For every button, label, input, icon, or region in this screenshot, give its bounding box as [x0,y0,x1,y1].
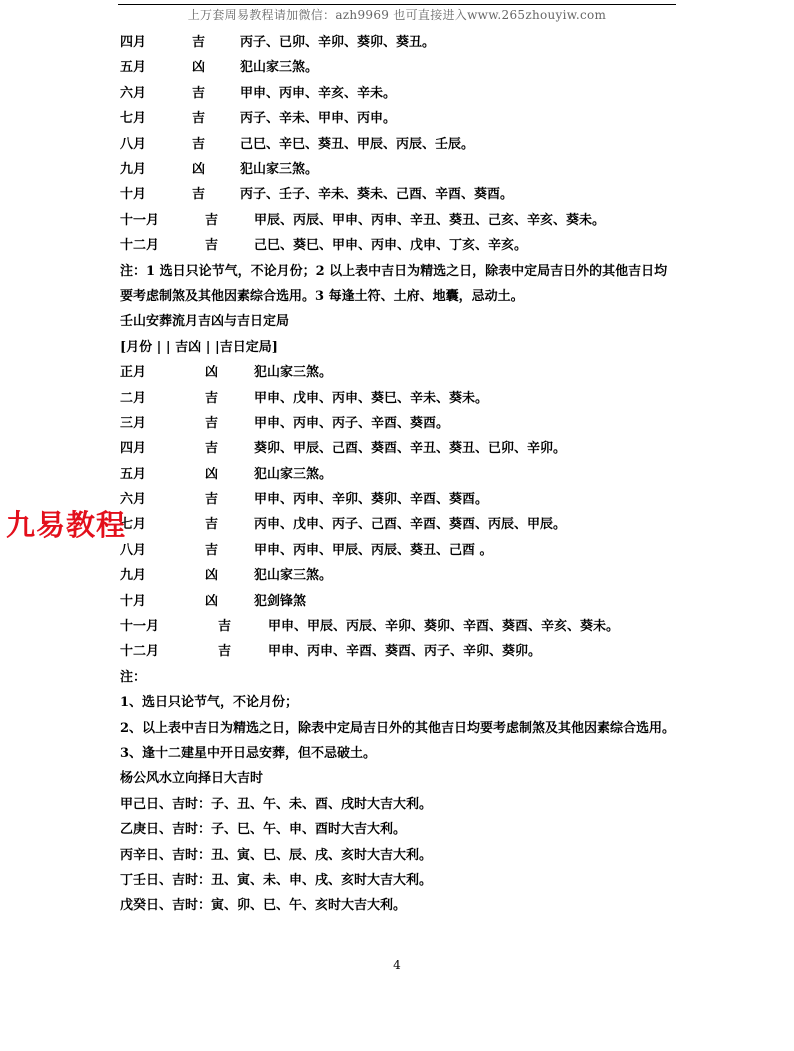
month-cell: 十一月 [120,212,160,228]
page-number: 4 [393,958,401,972]
days-cell: 犯山家三煞。 [240,161,319,177]
verdict-cell: 凶 [192,161,206,177]
document-body [120,30,680,919]
table-row [120,157,680,182]
verdict-cell: 凶 [205,593,219,609]
verdict-cell: 凶 [205,568,219,584]
month-cell: 十月 [120,187,147,203]
table-row [120,30,680,55]
verdict-cell: 吉 [205,542,219,558]
table-row [120,386,680,411]
table-row [120,512,680,537]
table-row [120,233,680,258]
verdict-cell: 吉 [205,238,219,254]
table-row [120,411,680,436]
table-2 [120,360,680,665]
days-cell: 葵卯、甲辰、己酉、葵酉、辛丑、葵丑、已卯、辛卯。 [254,441,567,457]
month-cell: 七月 [120,517,147,533]
table-row [120,639,680,664]
days-cell: 己巳、辛巳、葵丑、甲辰、丙辰、壬辰。 [240,136,475,152]
table-row [120,208,680,233]
month-cell: 六月 [120,85,147,101]
month-cell: 十二月 [120,644,160,660]
days-cell: 丙子、壬子、辛未、葵未、己酉、辛酉、葵酉。 [240,187,514,203]
table-2-header: [月份 | | 吉凶 | |吉日定局] [120,339,278,355]
days-cell: 甲申、戊申、丙申、葵巳、辛未、葵未。 [254,390,489,406]
auspicious-hours-line: 甲己日、吉时：子、丑、午、未、酉、戌时大吉大利。 [120,796,433,812]
verdict-cell: 吉 [218,644,232,660]
verdict-cell: 吉 [192,35,206,50]
month-cell: 三月 [120,415,147,431]
verdict-cell: 凶 [192,60,206,76]
verdict-cell: 吉 [205,517,219,533]
month-cell: 七月 [120,111,147,127]
verdict-cell: 吉 [218,619,232,635]
page-header: 上万套周易教程请加微信：azh9969 也可直接进入www.265zhouyiw.com [187,8,607,22]
days-cell: 甲申、甲辰、丙辰、辛卯、葵卯、辛酉、葵酉、辛亥、葵未。 [268,619,620,635]
month-cell: 正月 [120,365,147,381]
days-cell: 犯山家三煞。 [240,60,319,76]
table-row [120,81,680,106]
table-row [120,55,680,80]
table-row [120,182,680,207]
days-cell: 甲申、丙申、辛卯、葵卯、辛酉、葵酉。 [254,492,489,508]
days-cell: 甲申、丙申、甲辰、丙辰、葵丑、己酉 。 [254,542,493,558]
verdict-cell: 吉 [205,441,219,457]
table-row [120,487,680,512]
days-cell: 犯山家三煞。 [254,466,333,482]
month-cell: 二月 [120,390,147,406]
auspicious-hours-line: 乙庚日、吉时：子、巳、午、申、酉时大吉大利。 [120,822,407,838]
verdict-cell: 吉 [205,492,219,508]
days-cell: 甲申、丙申、辛酉、葵酉、丙子、辛卯、葵卯。 [268,644,542,660]
auspicious-hours-line: 丁壬日、吉时：丑、寅、未、申、戌、亥时大吉大利。 [120,873,433,889]
verdict-cell: 凶 [205,466,219,482]
month-cell: 五月 [120,60,147,76]
month-cell: 四月 [120,441,147,457]
verdict-cell: 吉 [205,415,219,431]
days-cell: 犯山家三煞。 [254,568,333,584]
section-3-title: 杨公风水立向择日大吉时 [120,771,264,787]
days-cell: 甲申、丙申、辛亥、辛未。 [240,85,397,101]
verdict-cell: 凶 [205,365,219,381]
days-cell: 犯剑锋煞 [254,593,307,609]
month-cell: 十二月 [120,238,160,254]
table-row [120,589,680,614]
verdict-cell: 吉 [192,136,206,152]
days-cell: 甲辰、丙辰、甲申、丙申、辛丑、葵丑、己亥、辛亥、葵未。 [254,212,606,228]
month-cell: 九月 [120,568,147,584]
verdict-cell: 吉 [192,85,206,101]
month-cell: 六月 [120,492,147,508]
note-2-item: 2、以上表中吉日为精选之日，除表中定局吉日外的其他吉日均要考虑制煞及其他因素综合选用。 [120,720,676,736]
auspicious-hours-line: 丙辛日、吉时：丑、寅、巳、辰、戌、亥时大吉大利。 [120,847,433,863]
days-cell: 犯山家三煞。 [254,365,333,381]
days-cell: 甲申、丙申、丙子、辛酉、葵酉。 [254,415,450,431]
days-cell: 丙子、辛未、甲申、丙申。 [240,111,397,127]
auspicious-hours-line: 戊癸日、吉时：寅、卯、巳、午、亥时大吉大利。 [120,898,407,914]
table-row [120,563,680,588]
watermark-logo: 九易教程 [6,508,127,542]
table-row [120,614,680,639]
month-cell: 八月 [120,136,147,152]
table-row [120,538,680,563]
days-cell: 己巳、葵巳、甲申、丙申、戊申、丁亥、辛亥。 [254,238,528,254]
table-row [120,106,680,131]
verdict-cell: 吉 [205,390,219,406]
note-2-item: 3、逢十二建星中开日忌安葬，但不忌破土。 [120,746,377,762]
month-cell: 四月 [120,35,147,50]
section-2-title: 壬山安葬流月吉凶与吉日定局 [120,314,290,330]
month-cell: 八月 [120,542,147,558]
verdict-cell: 吉 [192,111,206,127]
verdict-cell: 吉 [192,187,206,203]
note-1: 注：1 选日只论节气，不论月份；2 以上表中吉日为精选之日，除表中定局吉日外的其他吉日均要考虑制煞及其他因素综合选用。3 每逢土符、土府、地囊，忌动土。 [120,263,668,304]
table-row [120,360,680,385]
month-cell: 十一月 [120,619,160,635]
verdict-cell: 吉 [205,212,219,228]
month-cell: 十月 [120,593,147,609]
days-cell: 丙申、戊申、丙子、己酉、辛酉、葵酉、丙辰、甲辰。 [254,517,567,533]
table-row [120,462,680,487]
table-row [120,436,680,461]
header-rule [118,4,676,5]
note-2-label: 注： [120,669,147,685]
note-2-item: 1、选日只论节气，不论月份； [120,695,299,711]
month-cell: 五月 [120,466,147,482]
table-row [120,132,680,157]
table-1 [120,30,680,259]
month-cell: 九月 [120,161,147,177]
days-cell: 丙子、已卯、辛卯、葵卯、葵丑。 [240,35,436,50]
